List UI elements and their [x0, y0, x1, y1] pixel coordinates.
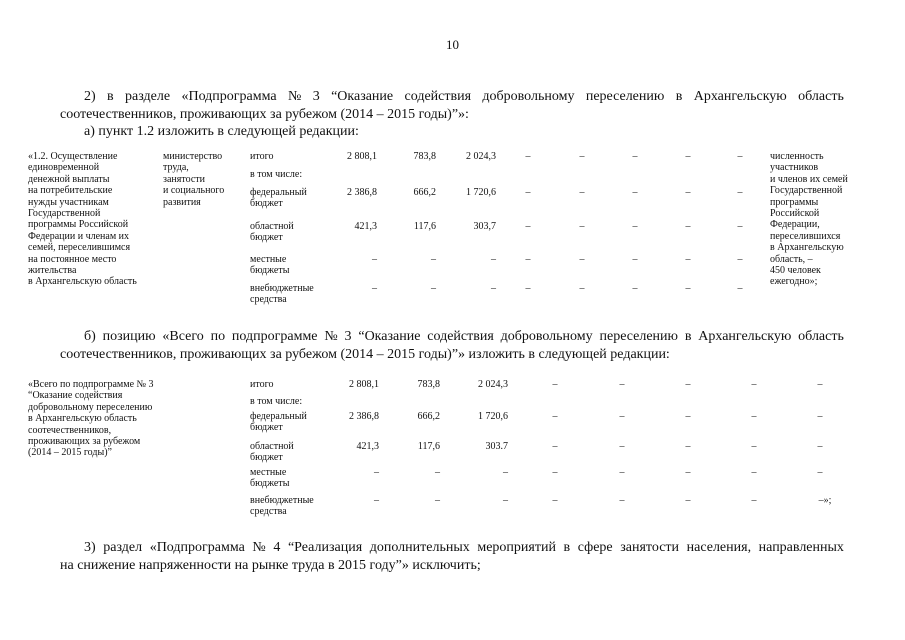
dash-cell: –	[525, 151, 531, 162]
dash-cell: –	[685, 187, 691, 198]
dash-cell: –	[525, 254, 531, 265]
word: раздел	[103, 540, 143, 555]
row-label: областной бюджет	[250, 221, 294, 244]
dash-cell: –	[751, 467, 757, 478]
value-2015: –	[491, 254, 496, 265]
executor-cell: министерство труда, занятости и социального развития	[163, 151, 225, 208]
value-2015: 2 024,3	[478, 379, 508, 390]
dash-cell: –	[685, 495, 691, 506]
value-2015: 2 024,3	[466, 151, 496, 162]
row-label: внебюджетные средства	[250, 495, 314, 518]
dash-cell: –	[685, 151, 691, 162]
word: “Реализация	[287, 540, 363, 555]
paragraph-2b-line-1	[60, 328, 844, 346]
dash-cell: –	[737, 254, 743, 265]
paragraph-2b	[60, 328, 844, 364]
dash-cell: –	[737, 221, 743, 232]
word: добровольному	[500, 329, 593, 344]
value-total: 421,3	[354, 221, 377, 232]
word: позицию	[102, 329, 156, 344]
word: содействия	[427, 329, 494, 344]
word: направленных	[758, 540, 844, 555]
dash-cell: –	[751, 495, 757, 506]
dash-cell: –	[817, 379, 823, 390]
page-number: 10	[446, 37, 459, 52]
word: 3	[312, 89, 320, 104]
dash-cell: –	[619, 467, 625, 478]
value-total: 2 386,8	[347, 187, 377, 198]
word: “Оказание	[331, 89, 394, 104]
row-label: итого	[250, 151, 274, 162]
dash-cell: –	[552, 379, 558, 390]
word: по	[210, 329, 226, 344]
dash-cell: –	[579, 283, 585, 294]
row-label: итого	[250, 379, 274, 390]
word: 4	[273, 540, 281, 555]
value-2015: –	[503, 495, 508, 506]
dash-cell: –	[685, 221, 691, 232]
dash-cell: –	[579, 254, 585, 265]
value-2015: 1 720,6	[478, 411, 508, 422]
value-2015: 303,7	[473, 221, 496, 232]
value-2014: –	[431, 254, 436, 265]
word: мероприятий	[477, 540, 556, 555]
word: подпрограмме	[231, 329, 318, 344]
value-2014: 117,6	[417, 441, 440, 452]
row-label: федеральный бюджет	[250, 411, 307, 434]
word: 3	[344, 329, 352, 344]
dash-cell: –	[685, 283, 691, 294]
word: дополнительных	[369, 540, 470, 555]
dash-cell: –	[817, 411, 823, 422]
dash-cell: –	[632, 151, 638, 162]
word: «Подпрограмма	[149, 540, 245, 555]
dash-cell: –	[737, 187, 743, 198]
value-2014: –	[435, 495, 440, 506]
dash-cell: –	[525, 187, 531, 198]
row-label: местные бюджеты	[250, 467, 290, 490]
value-2014: –	[435, 467, 440, 478]
result-cell: численность участников и членов их семей Государственной программы Российской Федерации, переселившихся в Архангельскую область, – 450 человек ежегодно»;	[770, 151, 848, 288]
dash-cell: –	[632, 187, 638, 198]
value-2015: –	[503, 467, 508, 478]
dash-cell: –	[685, 467, 691, 478]
paragraph-3-line-2: на снижение напряженности на рынке труда в 2015 году”» исключить;	[60, 558, 481, 573]
dash-cell: –	[751, 441, 757, 452]
row-label: внебюджетные средства	[250, 283, 314, 306]
dash-cell: –	[685, 254, 691, 265]
word: «Всего	[162, 329, 204, 344]
paragraph-3	[60, 539, 844, 575]
value-2015: 1 720,6	[466, 187, 496, 198]
dash-cell: –	[685, 379, 691, 390]
row-label: местные бюджеты	[250, 254, 290, 277]
value-2014: 666,2	[413, 187, 436, 198]
dash-cell: –	[685, 411, 691, 422]
value-2014: 783,8	[417, 379, 440, 390]
word: переселению	[599, 329, 678, 344]
paragraph-2-line-1	[60, 88, 844, 106]
word: содействия	[404, 89, 472, 104]
value-total: 2 808,1	[349, 379, 379, 390]
measure-cell: «Всего по подпрограмме № 3 “Оказание содействия добровольному переселению в Архангельскую область соотечественников, проживающих за рубежом (2014 – 2015 годы)”	[28, 379, 154, 459]
word: область	[798, 89, 844, 104]
value-total: –	[372, 254, 377, 265]
value-2014: –	[431, 283, 436, 294]
dash-cell: –	[579, 221, 585, 232]
word: 2)	[84, 89, 96, 104]
word: в	[107, 89, 114, 104]
dash-cell: –	[619, 411, 625, 422]
dash-cell: –	[619, 495, 625, 506]
word: сфере	[577, 540, 613, 555]
word: 3)	[84, 540, 96, 555]
dash-cell: –	[751, 379, 757, 390]
value-total: 421,3	[356, 441, 379, 452]
row-label: областной бюджет	[250, 441, 294, 464]
word: №	[287, 89, 302, 104]
dash-cell: –	[619, 379, 625, 390]
value-2014: 666,2	[417, 411, 440, 422]
paragraph-2a: а) пункт 1.2 изложить в следующей редакции:	[84, 124, 359, 139]
dash-cell: –	[632, 283, 638, 294]
paragraph-3-line-1	[60, 539, 844, 557]
word: «Подпрограмма	[181, 89, 277, 104]
value-2014: 783,8	[413, 151, 436, 162]
dash-cell: –	[579, 151, 585, 162]
word: добровольному	[482, 89, 575, 104]
dash-cell: –	[737, 151, 743, 162]
last-cell: –»;	[818, 495, 832, 506]
dash-cell: –	[525, 283, 531, 294]
dash-cell: –	[552, 411, 558, 422]
row-label: в том числе:	[250, 396, 303, 407]
value-2015: 303.7	[485, 441, 508, 452]
word: населения,	[686, 540, 752, 555]
dash-cell: –	[751, 411, 757, 422]
paragraph-2-line-2: соотечественников, проживающих за рубежом (2014 – 2015 годы)”»:	[60, 107, 469, 122]
value-2014: 117,6	[413, 221, 436, 232]
word: №	[252, 540, 266, 555]
word: область	[798, 329, 844, 344]
dash-cell: –	[737, 283, 743, 294]
word: разделе	[125, 89, 171, 104]
dash-cell: –	[817, 467, 823, 478]
row-label: в том числе:	[250, 169, 303, 180]
word: в	[675, 89, 683, 104]
row-label: федеральный бюджет	[250, 187, 307, 210]
dash-cell: –	[552, 495, 558, 506]
word: “Оказание	[358, 329, 421, 344]
dash-cell: –	[817, 441, 823, 452]
measure-cell: «1.2. Осуществление единовременной денежной выплаты на потребительские нужды участникам Государственной программы Российской Федерации и членам их семей, переселившимся на постоянное место жительства в Архангельскую область	[28, 151, 137, 288]
word: в	[684, 329, 692, 344]
dash-cell: –	[552, 441, 558, 452]
dash-cell: –	[632, 254, 638, 265]
word: переселению	[585, 89, 665, 104]
dash-cell: –	[619, 441, 625, 452]
word: Архангельскую	[693, 89, 787, 104]
word: №	[324, 329, 338, 344]
dash-cell: –	[525, 221, 531, 232]
value-total: 2 386,8	[349, 411, 379, 422]
dash-cell: –	[685, 441, 691, 452]
dash-cell: –	[579, 187, 585, 198]
value-total: –	[372, 283, 377, 294]
word: б)	[84, 329, 96, 344]
value-2015: –	[491, 283, 496, 294]
value-total: –	[374, 467, 379, 478]
word: в	[563, 540, 571, 555]
word: Архангельскую	[698, 329, 792, 344]
paragraph-2b-line-2: соотечественников, проживающих за рубежом (2014 – 2015 годы)”» изложить в следующей редакции:	[60, 347, 670, 362]
value-total: 2 808,1	[347, 151, 377, 162]
dash-cell: –	[552, 467, 558, 478]
value-total: –	[374, 495, 379, 506]
word: занятости	[620, 540, 680, 555]
dash-cell: –	[632, 221, 638, 232]
paragraph-2	[60, 88, 844, 124]
